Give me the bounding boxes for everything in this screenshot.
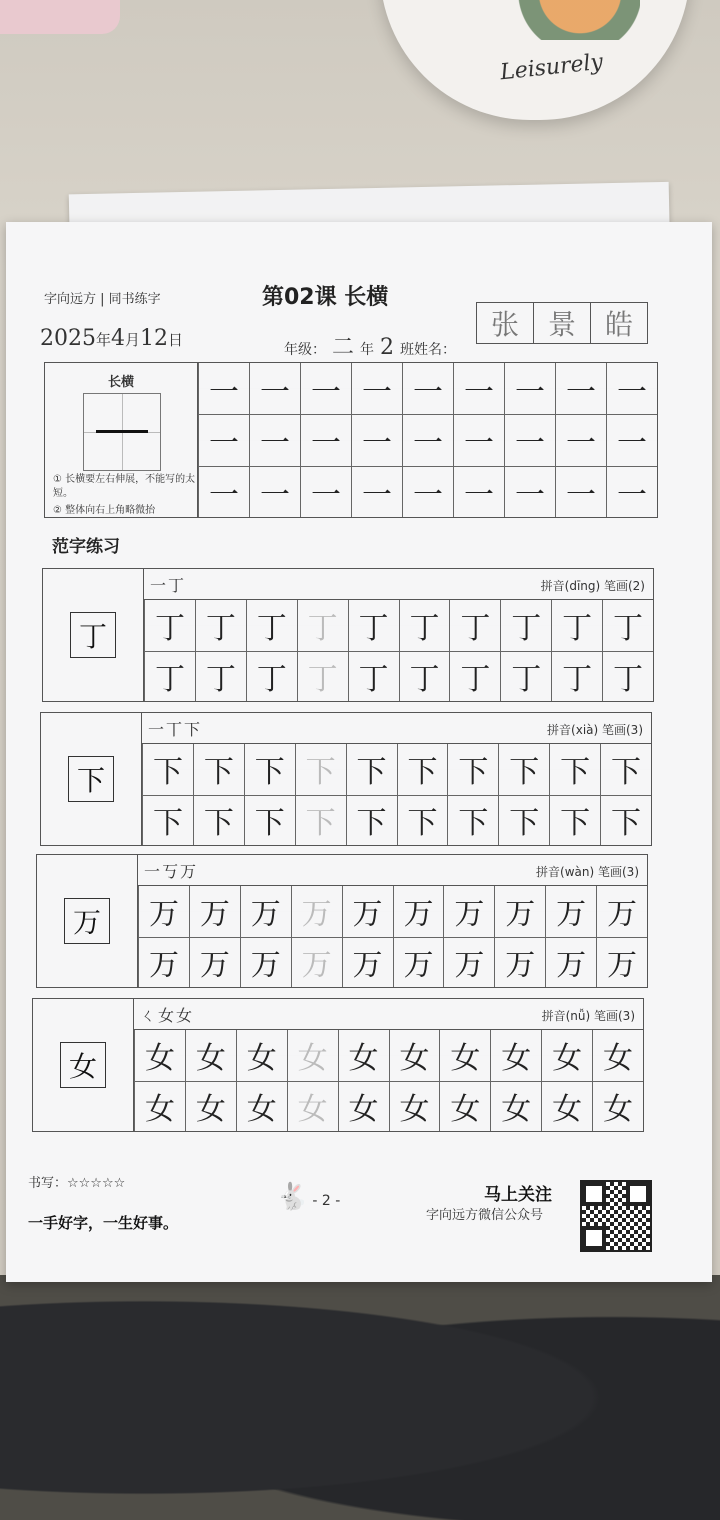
practice-cell: 女: [185, 1081, 236, 1132]
worksheet: [6, 222, 712, 1282]
practice-cell: 一: [351, 466, 402, 517]
practice-cell: 丁: [246, 651, 297, 702]
char-header: [138, 855, 647, 886]
practice-cell: 一: [249, 414, 300, 465]
qr-finder: [626, 1182, 650, 1206]
section-title: 范字练习: [52, 537, 120, 557]
model-char: 万: [64, 898, 110, 944]
model-char-box: [41, 713, 142, 845]
lesson-info: [45, 363, 198, 517]
name-box: [476, 302, 648, 344]
practice-cell: 一: [453, 363, 504, 414]
date-month-suffix: 月: [125, 331, 141, 349]
char-header: [142, 713, 651, 744]
practice-cell: 女: [541, 1030, 592, 1081]
practice-cell: 下: [549, 744, 600, 795]
practice-cell: 丁: [195, 651, 246, 702]
practice-cell: 下: [498, 795, 549, 846]
lesson-practice-grid: [198, 363, 657, 517]
practice-cell: 下: [193, 744, 244, 795]
practice-cell: 万: [189, 886, 240, 937]
char-header: [134, 999, 643, 1030]
character-block: [42, 568, 654, 702]
char-practice-grid: [142, 744, 651, 845]
page-title: 第02课 长横: [262, 285, 389, 310]
practice-cell: 丁: [144, 651, 195, 702]
practice-cell: 一: [555, 363, 606, 414]
practice-cell: 女: [338, 1081, 389, 1132]
model-char: 下: [68, 756, 114, 802]
practice-cell: 下: [142, 744, 193, 795]
practice-cell: 万: [545, 886, 596, 937]
practice-cell: 一: [402, 414, 453, 465]
practice-cell: 一: [555, 414, 606, 465]
practice-cell: 一: [402, 466, 453, 517]
practice-cell: 下: [447, 795, 498, 846]
page-number: [276, 1182, 340, 1212]
name-label: 姓名：: [414, 342, 457, 358]
practice-cell: 万: [240, 937, 291, 988]
class-value: 2: [380, 335, 395, 360]
char-practice-grid: [138, 886, 647, 987]
mug-artwork: [490, 0, 640, 40]
stroke-order: ㄑ女女: [140, 1006, 195, 1025]
practice-cell: 万: [393, 937, 444, 988]
lesson-panel: [44, 362, 658, 518]
practice-cell: 万: [291, 937, 342, 988]
practice-cell: 丁: [144, 600, 195, 651]
practice-cell: 女: [490, 1081, 541, 1132]
practice-cell: 一: [351, 363, 402, 414]
practice-cell: 女: [439, 1081, 490, 1132]
pinyin-info: 拼音(dīng) 笔画(2): [540, 579, 645, 593]
practice-cell: 女: [592, 1081, 643, 1132]
practice-cell: 丁: [602, 600, 653, 651]
character-block: [40, 712, 652, 846]
date-day: 12: [140, 326, 169, 351]
practice-cell: 一: [453, 414, 504, 465]
practice-cell: 丁: [195, 600, 246, 651]
practice-cell: 下: [397, 744, 448, 795]
practice-cell: 丁: [602, 651, 653, 702]
practice-cell: 一: [606, 363, 657, 414]
practice-cell: 万: [443, 886, 494, 937]
practice-cell: 丁: [348, 600, 399, 651]
practice-cell: 下: [498, 744, 549, 795]
practice-cell: 丁: [449, 600, 500, 651]
practice-cell: 万: [342, 886, 393, 937]
class-suffix: 班: [400, 342, 415, 358]
pink-object: [0, 0, 120, 34]
practice-cell: 一: [351, 414, 402, 465]
practice-cell: 一: [198, 363, 249, 414]
practice-cell: 万: [138, 886, 189, 937]
practice-cell: 一: [300, 363, 351, 414]
slogan: 一手好字，一生好事。: [28, 1214, 179, 1232]
char-practice-grid: [134, 1030, 643, 1131]
lesson-title: 长横: [107, 375, 134, 390]
practice-cell: 一: [555, 466, 606, 517]
practice-cell: 下: [295, 795, 346, 846]
practice-cell: 丁: [500, 651, 551, 702]
practice-cell: 女: [185, 1030, 236, 1081]
practice-cell: 万: [494, 937, 545, 988]
practice-cell: 一: [198, 466, 249, 517]
practice-cell: 丁: [551, 600, 602, 651]
practice-cell: 一: [249, 466, 300, 517]
page-number-text: - 2 -: [312, 1193, 341, 1209]
brand: 字向远方 | 同书练字: [44, 292, 161, 307]
date-year-suffix: 年: [96, 331, 112, 349]
class-line: [284, 330, 456, 361]
practice-cell: 一: [300, 414, 351, 465]
practice-cell: 女: [541, 1081, 592, 1132]
practice-cell: 一: [504, 466, 555, 517]
model-char: 丁: [70, 612, 116, 658]
practice-cell: 下: [244, 795, 295, 846]
practice-cell: 下: [549, 795, 600, 846]
practice-cell: 万: [138, 937, 189, 988]
name-char: 景: [533, 303, 590, 343]
practice-cell: 一: [504, 363, 555, 414]
practice-cell: 丁: [399, 651, 450, 702]
practice-cell: 下: [346, 795, 397, 846]
practice-cell: 丁: [297, 600, 348, 651]
pinyin-info: 拼音(wàn) 笔画(3): [536, 865, 639, 879]
practice-cell: 丁: [551, 651, 602, 702]
qr-finder: [582, 1226, 606, 1250]
practice-cell: 万: [494, 886, 545, 937]
practice-cell: 女: [389, 1030, 440, 1081]
practice-cell: 丁: [297, 651, 348, 702]
practice-area: [134, 999, 643, 1131]
practice-cell: 一: [402, 363, 453, 414]
practice-cell: 丁: [348, 651, 399, 702]
practice-cell: 万: [596, 937, 647, 988]
practice-cell: 万: [545, 937, 596, 988]
practice-cell: 女: [236, 1081, 287, 1132]
practice-cell: 一: [606, 414, 657, 465]
lesson-note-2: ② 整体向右上角略微抬: [53, 505, 156, 516]
qr-code-icon: [580, 1180, 652, 1252]
stroke-demo-mark: [96, 430, 148, 433]
practice-cell: 万: [393, 886, 444, 937]
practice-cell: 下: [397, 795, 448, 846]
rating: 书写：☆☆☆☆☆: [28, 1176, 126, 1191]
practice-cell: 下: [142, 795, 193, 846]
practice-cell: 万: [443, 937, 494, 988]
practice-cell: 女: [287, 1081, 338, 1132]
practice-cell: 女: [338, 1030, 389, 1081]
practice-cell: 万: [291, 886, 342, 937]
practice-cell: 下: [447, 744, 498, 795]
practice-cell: 下: [600, 744, 651, 795]
practice-cell: 下: [295, 744, 346, 795]
mug: [380, 0, 690, 120]
date-day-suffix: 日: [168, 331, 184, 349]
lap-background: [0, 1275, 720, 1520]
practice-cell: 丁: [500, 600, 551, 651]
follow-label: 马上关注: [484, 1185, 552, 1205]
stroke-demo: [83, 393, 161, 471]
practice-cell: 下: [346, 744, 397, 795]
grade-value: 二: [332, 335, 355, 360]
practice-cell: 女: [389, 1081, 440, 1132]
rabbit-icon: 🐇: [276, 1182, 309, 1212]
practice-cell: 万: [342, 937, 393, 988]
date-year: 2025: [40, 326, 96, 351]
character-block: [32, 998, 644, 1132]
practice-area: [138, 855, 647, 987]
practice-cell: 丁: [449, 651, 500, 702]
stroke-order: 一丁: [150, 576, 187, 595]
practice-cell: 一: [198, 414, 249, 465]
date-month: 4: [111, 326, 126, 351]
practice-cell: 丁: [246, 600, 297, 651]
practice-cell: 一: [249, 363, 300, 414]
model-char: 女: [60, 1042, 106, 1088]
qr-finder: [582, 1182, 606, 1206]
practice-cell: 女: [592, 1030, 643, 1081]
practice-area: [144, 569, 653, 701]
mug-text: Leisurely: [498, 49, 605, 86]
grade-label: 年级：: [284, 342, 326, 358]
char-practice-grid: [144, 600, 653, 701]
practice-cell: 一: [300, 466, 351, 517]
practice-cell: 万: [189, 937, 240, 988]
practice-cell: 下: [600, 795, 651, 846]
practice-cell: 女: [439, 1030, 490, 1081]
lesson-note-1: ① 长横要左右伸展，不能写的太短。: [53, 474, 196, 499]
model-char-box: [37, 855, 138, 987]
practice-cell: 一: [606, 466, 657, 517]
practice-cell: 女: [134, 1030, 185, 1081]
practice-cell: 万: [240, 886, 291, 937]
practice-cell: 下: [244, 744, 295, 795]
stroke-order: 一丂万: [144, 862, 199, 881]
practice-cell: 下: [193, 795, 244, 846]
practice-cell: 万: [596, 886, 647, 937]
date-line: [40, 326, 183, 351]
name-char: 张: [490, 308, 519, 341]
char-header: [144, 569, 653, 600]
practice-cell: 女: [134, 1081, 185, 1132]
pinyin-info: 拼音(nǚ) 笔画(3): [541, 1009, 635, 1023]
stroke-order: 一丅下: [148, 720, 203, 739]
pinyin-info: 拼音(xià) 笔画(3): [547, 723, 643, 737]
practice-cell: 一: [504, 414, 555, 465]
wechat-label: 字向远方微信公众号: [426, 1208, 544, 1223]
model-char-box: [33, 999, 134, 1131]
name-char: 皓: [590, 303, 647, 343]
practice-cell: 丁: [399, 600, 450, 651]
model-char-box: [43, 569, 144, 701]
character-block: [36, 854, 648, 988]
practice-cell: 女: [236, 1030, 287, 1081]
practice-area: [142, 713, 651, 845]
practice-cell: 女: [490, 1030, 541, 1081]
practice-cell: 一: [453, 466, 504, 517]
practice-cell: 女: [287, 1030, 338, 1081]
grade-suffix: 年: [360, 342, 375, 358]
